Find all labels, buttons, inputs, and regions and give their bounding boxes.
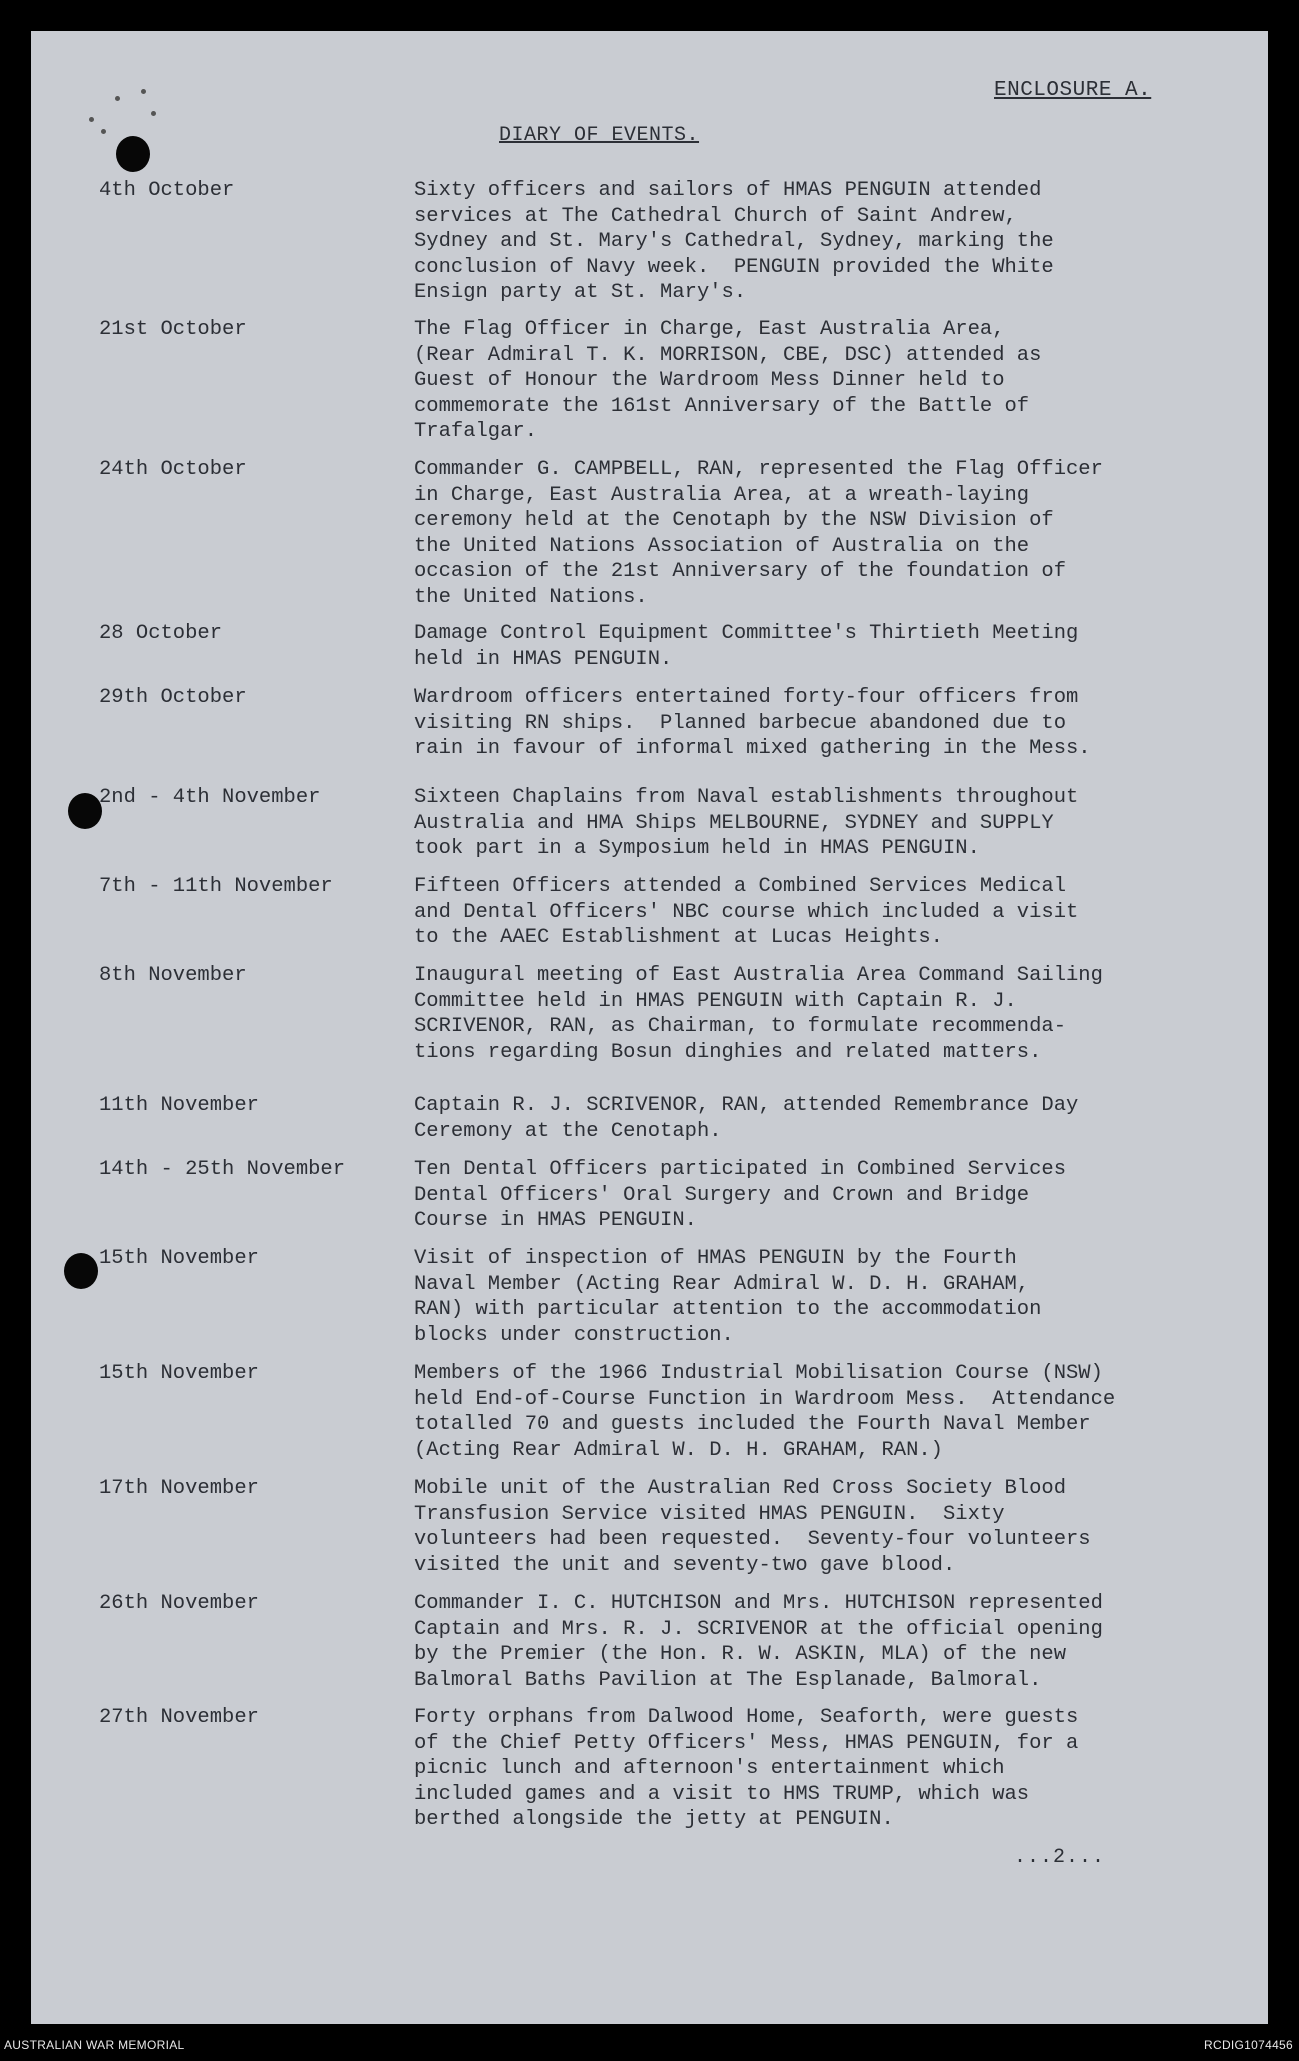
entry-line: Inaugural meeting of East Australia Area Command Sailing: [414, 964, 1103, 987]
entry-line: Guest of Honour the Wardroom Mess Dinner held to: [414, 369, 1005, 392]
entry-line: blocks under construction.: [414, 1323, 734, 1347]
entry-date: 24th October: [99, 458, 247, 481]
paper-speck: [151, 111, 156, 116]
entry-line: Dental Officers' Oral Surgery and Crown and Bridge: [414, 1183, 1030, 1207]
entry-line: Members of the 1966 Industrial Mobilisation Course (NSW): [414, 1362, 1103, 1385]
entry-date: 26th November: [99, 1592, 259, 1615]
entry-description: [414, 1246, 1174, 1348]
entry-line: RAN) with particular attention to the accommodation: [414, 1298, 1042, 1321]
entry-date: 4th October: [99, 179, 235, 202]
entry-line: Forty orphans from Dalwood Home, Seaforth, were guests: [414, 1706, 1079, 1729]
punch-hole: [68, 793, 102, 829]
entry-description: [414, 1705, 1174, 1833]
entry-line: rain in favour of informal mixed gathering in the Mess.: [414, 737, 1091, 760]
entry-line: conclusion of Navy week. PENGUIN provided the White: [414, 255, 1054, 279]
entry-line: included games and a visit to HMS TRUMP, which was: [414, 1782, 1030, 1806]
entry-line: (Acting Rear Admiral W. D. H. GRAHAM, RAN.): [414, 1438, 943, 1462]
entry-line: services at The Cathedral Church of Saint Andrew,: [414, 204, 1017, 228]
entry-description: [414, 178, 1174, 306]
entry-line: volunteers had been requested. Seventy-four volunteers: [414, 1528, 1091, 1551]
entry-line: Australia and HMA Ships MELBOURNE, SYDNEY and SUPPLY: [414, 811, 1054, 835]
entry-line: Damage Control Equipment Committee's Thirtieth Meeting: [414, 622, 1079, 645]
entry-line: totalled 70 and guests included the Fourth Naval Member: [414, 1413, 1091, 1436]
entry-date: 28 October: [99, 622, 223, 645]
document-page: [31, 31, 1268, 2024]
entry-description: [414, 1093, 1174, 1144]
entry-line: Trafalgar.: [414, 420, 538, 443]
entry-line: Sixteen Chaplains from Naval establishments throughout: [414, 786, 1079, 809]
entry-description: [414, 785, 1174, 862]
archive-reference: RCDIG1074456: [1204, 2038, 1293, 2052]
paper-speck: [89, 117, 94, 122]
entry-line: took part in a Symposium held in HMAS PENGUIN.: [414, 837, 980, 860]
entry-line: in Charge, East Australia Area, at a wreath-laying: [414, 483, 1030, 507]
page-continuation: ...2...: [1014, 1846, 1106, 1869]
entry-line: Wardroom officers entertained forty-four officers from: [414, 686, 1079, 709]
entry-line: Mobile unit of the Australian Red Cross Society Blood: [414, 1477, 1067, 1500]
entry-line: (Rear Admiral T. K. MORRISON, CBE, DSC) attended as: [414, 343, 1042, 367]
entry-line: held in HMAS PENGUIN.: [414, 647, 673, 671]
entry-date: 27th November: [99, 1706, 259, 1729]
entry-date: 21st October: [99, 318, 247, 341]
entry-line: The Flag Officer in Charge, East Australia Area,: [414, 318, 1005, 341]
entry-line: and Dental Officers' NBC course which included a visit: [414, 900, 1079, 924]
entry-description: [414, 621, 1174, 672]
entry-line: Commander I. C. HUTCHISON and Mrs. HUTCHISON represented: [414, 1592, 1103, 1615]
entry-line: berthed alongside the jetty at PENGUIN.: [414, 1808, 894, 1831]
entry-line: Ceremony at the Cenotaph.: [414, 1119, 722, 1143]
entry-date: 7th - 11th November: [99, 875, 333, 898]
entry-line: to the AAEC Establishment at Lucas Heights.: [414, 926, 943, 949]
entry-line: Commander G. CAMPBELL, RAN, represented the Flag Officer: [414, 458, 1103, 481]
entry-line: the United Nations Association of Australia on the: [414, 534, 1030, 558]
entry-line: visiting RN ships. Planned barbecue abandoned due to: [414, 711, 1067, 735]
entry-line: Balmoral Baths Pavilion at The Esplanade, Balmoral.: [414, 1668, 1042, 1692]
entry-line: of the Chief Petty Officers' Mess, HMAS PENGUIN, for a: [414, 1731, 1079, 1755]
entry-line: ceremony held at the Cenotaph by the NSW Division of: [414, 509, 1054, 532]
entry-description: [414, 1361, 1174, 1463]
entry-line: Captain and Mrs. R. J. SCRIVENOR at the official opening: [414, 1617, 1103, 1641]
entry-line: Ten Dental Officers participated in Combined Services: [414, 1158, 1067, 1181]
entry-line: SCRIVENOR, RAN, as Chairman, to formulate recommenda-: [414, 1015, 1067, 1038]
entry-line: picnic lunch and afternoon's entertainment which: [414, 1757, 1005, 1780]
entry-description: [414, 1476, 1174, 1578]
entry-date: 2nd - 4th November: [99, 786, 321, 809]
entry-description: [414, 874, 1174, 951]
entry-date: 15th November: [99, 1247, 259, 1270]
entry-date: 17th November: [99, 1477, 259, 1500]
entry-line: Committee held in HMAS PENGUIN with Captain R. J.: [414, 989, 1017, 1013]
entry-line: held End-of-Course Function in Wardroom Mess. Attendance: [414, 1387, 1116, 1411]
entry-description: [414, 1591, 1174, 1693]
entry-date: 14th - 25th November: [99, 1158, 346, 1181]
entry-line: visited the unit and seventy-two gave blood.: [414, 1553, 956, 1577]
punch-hole: [116, 136, 150, 172]
entry-description: [414, 317, 1174, 445]
entry-line: occasion of the 21st Anniversary of the foundation of: [414, 560, 1067, 583]
diary-entries: [31, 31, 1268, 2024]
entry-line: by the Premier (the Hon. R. W. ASKIN, MLA) of the new: [414, 1643, 1067, 1666]
entry-description: [414, 685, 1174, 762]
entry-date: 29th October: [99, 686, 247, 709]
entry-description: [414, 963, 1174, 1065]
entry-date: 11th November: [99, 1094, 259, 1117]
entry-line: the United Nations.: [414, 585, 648, 609]
document-title: DIARY OF EVENTS.: [499, 124, 700, 147]
paper-speck: [141, 89, 146, 94]
entry-line: Sydney and St. Mary's Cathedral, Sydney, marking the: [414, 230, 1054, 253]
entry-line: Fifteen Officers attended a Combined Services Medical: [414, 875, 1067, 898]
entry-description: [414, 457, 1174, 610]
entry-date: 8th November: [99, 964, 247, 987]
entry-line: Transfusion Service visited HMAS PENGUIN. Sixty: [414, 1502, 1005, 1526]
paper-speck: [101, 129, 106, 134]
punch-hole: [64, 1253, 98, 1289]
paper-speck: [115, 96, 120, 101]
entry-line: Ensign party at St. Mary's.: [414, 281, 747, 304]
entry-line: tions regarding Bosun dinghies and related matters.: [414, 1040, 1042, 1064]
entry-line: Captain R. J. SCRIVENOR, RAN, attended Remembrance Day: [414, 1094, 1079, 1117]
entry-line: commemorate the 161st Anniversary of the Battle of: [414, 394, 1030, 418]
entry-line: Naval Member (Acting Rear Admiral W. D. H. GRAHAM,: [414, 1272, 1030, 1296]
archive-credit: AUSTRALIAN WAR MEMORIAL: [4, 2038, 185, 2052]
enclosure-label: ENCLOSURE A.: [994, 79, 1152, 102]
entry-description: [414, 1157, 1174, 1234]
entry-date: 15th November: [99, 1362, 259, 1385]
entry-line: Sixty officers and sailors of HMAS PENGUIN attended: [414, 179, 1042, 202]
entry-line: Visit of inspection of HMAS PENGUIN by the Fourth: [414, 1247, 1017, 1270]
entry-line: Course in HMAS PENGUIN.: [414, 1209, 697, 1232]
